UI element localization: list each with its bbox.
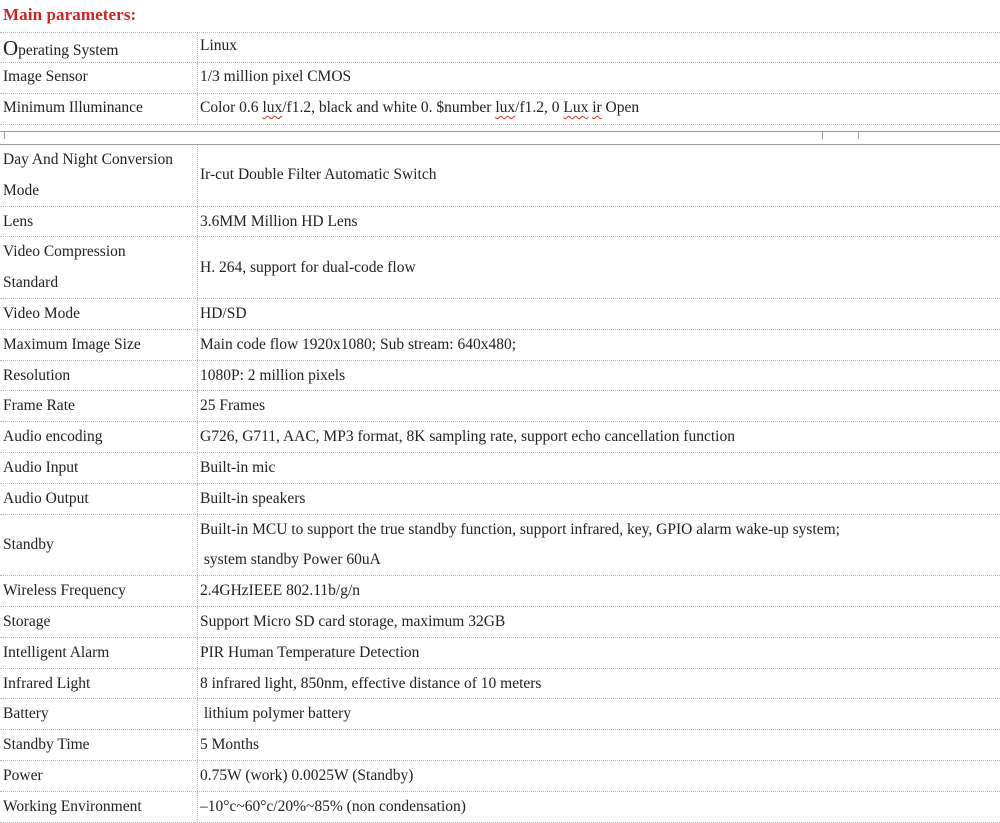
row-label	[3, 361, 199, 392]
column-divider	[197, 453, 198, 483]
row-value	[200, 607, 1000, 638]
row-value	[200, 453, 1000, 484]
row-label	[3, 237, 199, 299]
row-value	[200, 484, 1000, 515]
column-divider	[197, 237, 198, 298]
column-divider	[197, 761, 198, 791]
table-row	[0, 699, 1000, 730]
row-value	[200, 669, 1000, 700]
row-label-line: Mode	[3, 181, 40, 199]
column-divider	[197, 391, 198, 421]
row-value	[200, 160, 1000, 191]
table-row	[0, 422, 1000, 453]
value-text-flagged: lux	[495, 99, 516, 116]
row-value	[200, 638, 1000, 669]
row-value-line: PIR Human Temperature Detection	[200, 643, 420, 661]
row-value: 1/3 million pixel CMOS	[200, 68, 352, 85]
row-label	[3, 36, 199, 61]
row-label: Image Sensor	[3, 68, 88, 85]
column-divider	[197, 33, 198, 62]
spec-rows	[0, 145, 1000, 823]
column-divider	[197, 207, 198, 237]
spec-table	[0, 32, 1000, 823]
row-label-line: Wireless Frequency	[3, 582, 126, 600]
value-text: /f1.2, black and white 0. $number	[282, 99, 496, 116]
page-break-tick	[822, 131, 823, 139]
row-label-line: Power	[3, 766, 43, 784]
value-text: /f1.2, 0	[515, 99, 564, 116]
row-value	[200, 515, 1000, 577]
row-value	[200, 576, 1000, 607]
row-label-line: Maximum Image Size	[3, 335, 141, 353]
row-label-line: Video Mode	[3, 304, 80, 322]
table-row	[0, 63, 1000, 94]
column-divider	[197, 730, 198, 760]
row-value	[200, 299, 1000, 330]
table-row	[0, 237, 1000, 299]
row-label-line: Standby Time	[3, 736, 90, 754]
value-text: Open	[601, 99, 640, 116]
section-heading: Main parameters:	[3, 5, 137, 24]
row-value	[200, 422, 1000, 453]
row-label	[3, 669, 199, 700]
row-label-line: Audio encoding	[3, 428, 103, 446]
table-row	[0, 453, 1000, 484]
row-label	[3, 607, 199, 638]
row-label	[3, 530, 199, 561]
column-divider	[197, 361, 198, 391]
label-initial: O	[3, 36, 19, 60]
row-label	[3, 330, 199, 361]
column-divider	[197, 638, 198, 668]
row-label	[3, 792, 199, 823]
column-divider	[197, 669, 198, 699]
row-value	[200, 330, 1000, 361]
table-row	[0, 607, 1000, 638]
value-text-flagged: ir	[592, 99, 602, 116]
row-label	[3, 207, 199, 238]
page-break	[0, 125, 1000, 145]
row-value-line: 1080P: 2 million pixels	[200, 366, 346, 384]
row-label-line: Day And Night Conversion	[3, 151, 174, 168]
column-divider	[197, 699, 198, 729]
table-row	[0, 145, 1000, 207]
table-row	[0, 638, 1000, 669]
row-value-line: HD/SD	[200, 304, 247, 322]
row-label	[3, 730, 199, 761]
table-row	[0, 361, 1000, 392]
table-row	[0, 299, 1000, 330]
row-value-line: Built-in mic	[200, 458, 276, 476]
row-label-line: Frame Rate	[3, 397, 75, 415]
column-divider	[197, 63, 198, 93]
row-value-line: Main code flow 1920x1080; Sub stream: 640x480;	[200, 335, 516, 353]
row-value-line: 3.6MM Million HD Lens	[200, 212, 358, 230]
row-label	[3, 699, 199, 730]
row-label-line: Working Environment	[3, 797, 142, 815]
column-divider	[197, 484, 198, 514]
table-row	[0, 761, 1000, 792]
row-value-line: Built-in speakers	[200, 489, 306, 507]
row-value-line: lithium polymer battery	[200, 705, 352, 723]
column-divider	[197, 792, 198, 822]
row-label: Minimum Illuminance	[3, 99, 143, 116]
row-label-line: Lens	[3, 212, 34, 230]
page-break-rule	[0, 131, 1000, 132]
row-value-line: –10°c~60°c/20%~85% (non condensation)	[200, 797, 466, 815]
row-label-line: Resolution	[3, 366, 71, 384]
row-label-line: Storage	[3, 612, 51, 630]
row-value	[200, 253, 1000, 284]
row-value	[200, 361, 1000, 392]
row-value-line: G726, G711, AAC, MP3 format, 8K sampling rate, support echo cancellation function	[200, 428, 735, 446]
row-label-line: Standard	[3, 274, 59, 292]
table-row	[0, 515, 1000, 577]
label-rest: perating System	[18, 42, 119, 59]
row-value-line: Built-in MCU to support the true standby function, support infrared, key, GPIO alarm wake-up system;	[200, 520, 840, 538]
row-value-line: 2.4GHzIEEE 802.11b/g/n	[200, 582, 360, 600]
column-divider	[197, 576, 198, 606]
table-row	[0, 792, 1000, 823]
row-value-line: H. 264, support for dual-code flow	[200, 258, 416, 276]
page-break-tick	[858, 131, 859, 139]
row-value-line: 25 Frames	[200, 397, 266, 415]
row-value-line: system standby Power 60uA	[200, 551, 381, 569]
row-label-line: Infrared Light	[3, 674, 91, 692]
row-label	[3, 576, 199, 607]
value-text-flagged: lux	[262, 99, 283, 116]
table-row	[0, 576, 1000, 607]
page-break-tick	[4, 131, 5, 139]
row-value	[200, 699, 1000, 730]
row-label-line: Battery	[3, 705, 49, 723]
row-value	[200, 207, 1000, 238]
table-row	[0, 94, 1000, 125]
column-divider	[197, 515, 198, 576]
column-divider	[197, 94, 198, 124]
row-label-line: Intelligent Alarm	[3, 643, 110, 661]
row-label-line: Audio Input	[3, 458, 79, 476]
row-label	[3, 391, 199, 422]
row-label	[3, 638, 199, 669]
table-row	[0, 330, 1000, 361]
table-row	[0, 32, 1000, 63]
row-label-line: Standby	[3, 535, 54, 553]
row-label	[3, 299, 199, 330]
row-value	[200, 391, 1000, 422]
table-row	[0, 730, 1000, 761]
row-label	[3, 484, 199, 515]
row-label	[3, 761, 199, 792]
row-value-line: 0.75W (work) 0.0025W (Standby)	[200, 766, 414, 784]
table-row	[0, 484, 1000, 515]
column-divider	[197, 422, 198, 452]
row-value	[200, 730, 1000, 761]
column-divider	[197, 145, 198, 206]
table-row	[0, 669, 1000, 700]
row-label	[3, 453, 199, 484]
value-text-flagged: Lux	[563, 99, 589, 116]
row-value	[200, 99, 1000, 117]
column-divider	[197, 607, 198, 637]
row-value-line: 8 infrared light, 850nm, effective distance of 10 meters	[200, 674, 542, 692]
row-value	[200, 792, 1000, 823]
row-label	[3, 145, 199, 207]
table-row	[0, 391, 1000, 422]
row-label-line: Audio Output	[3, 489, 89, 507]
table-row	[0, 207, 1000, 238]
value-text: Color 0.6	[200, 99, 263, 116]
row-value-line: Support Micro SD card storage, maximum 32GB	[200, 612, 506, 630]
column-divider	[197, 299, 198, 329]
row-value: Linux	[200, 37, 238, 54]
column-divider	[197, 330, 198, 360]
row-value-line: 5 Months	[200, 736, 259, 754]
row-label	[3, 422, 199, 453]
row-value	[200, 761, 1000, 792]
row-label-line: Video Compression	[3, 243, 126, 261]
row-value-line: Ir-cut Double Filter Automatic Switch	[200, 166, 437, 184]
